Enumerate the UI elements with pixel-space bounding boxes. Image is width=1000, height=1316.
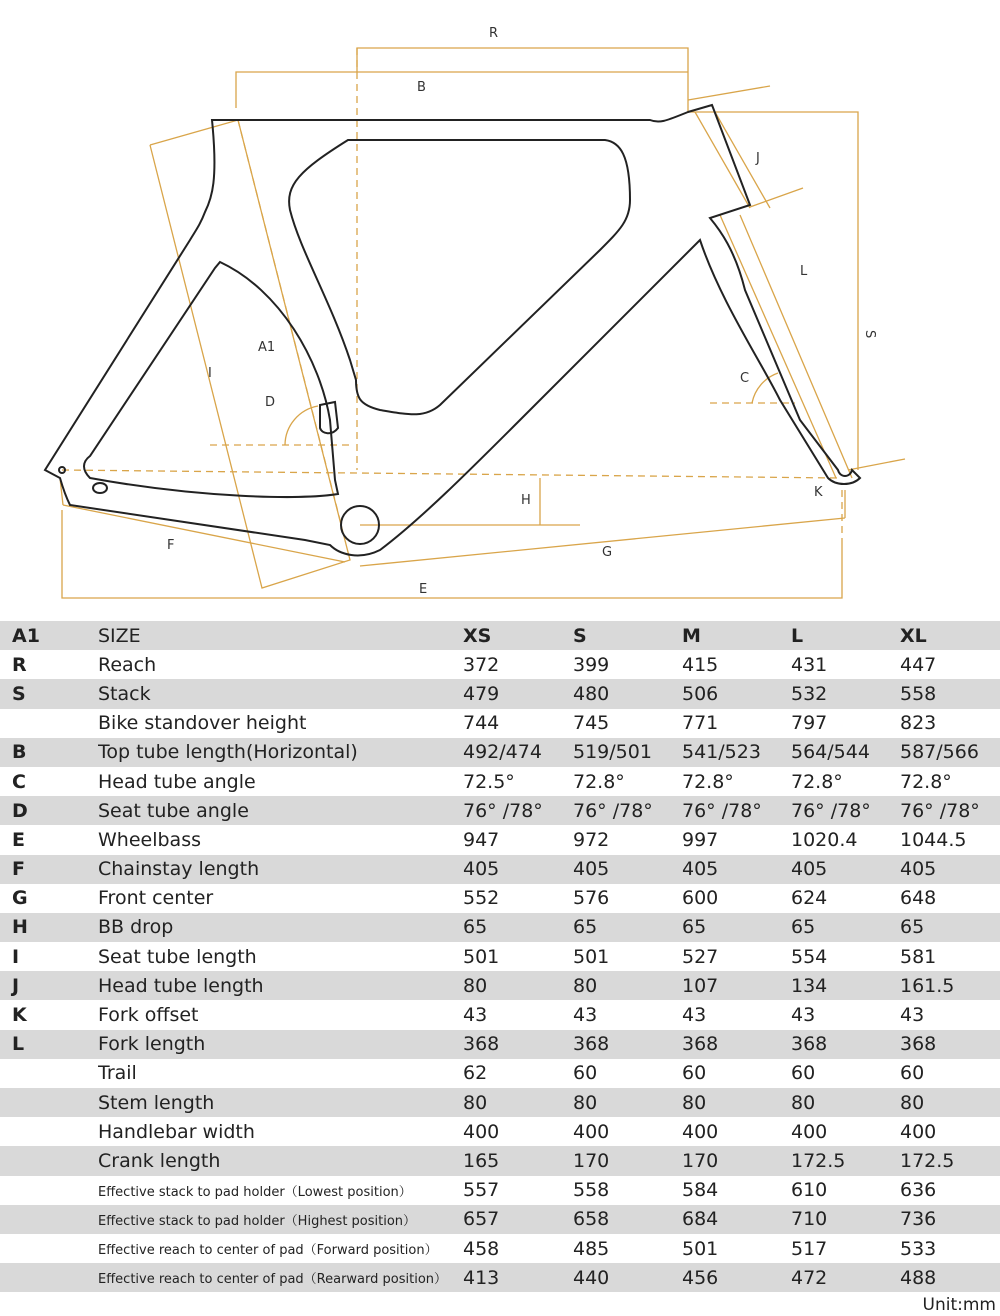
row-value: 554: [791, 945, 828, 968]
row-value: 501: [573, 945, 610, 968]
row-value: 405: [573, 855, 682, 884]
row-value: 60: [900, 1062, 925, 1085]
row-value: 165: [463, 1146, 573, 1175]
row-code: F: [0, 855, 98, 884]
row-value: 161.5: [900, 971, 1000, 1000]
row-name: Fork length: [98, 1030, 463, 1059]
row-name: Stack: [98, 679, 463, 708]
row-value: 480: [573, 679, 682, 708]
row-value: 576: [573, 887, 610, 910]
row-value: 76° /78°: [791, 796, 900, 825]
row-name: Chainstay length: [98, 855, 463, 884]
row-value: 581: [900, 945, 937, 968]
row-value: 60: [573, 1062, 598, 1085]
label-L: L: [800, 264, 808, 279]
row-name: Effective reach to center of pad（Forward position）: [98, 1243, 438, 1259]
label-H: H: [521, 493, 531, 508]
row-value: 400: [682, 1120, 719, 1143]
row-value: 65: [682, 913, 791, 942]
row-value: 72.8°: [900, 770, 952, 793]
row-code: [0, 1059, 98, 1088]
row-value: 43: [682, 1004, 707, 1027]
row-value: 1044.5: [900, 828, 967, 851]
row-code: L: [0, 1030, 98, 1059]
header-size: L: [791, 621, 900, 650]
header-size: XS: [463, 621, 573, 650]
row-name: Head tube length: [98, 971, 463, 1000]
row-value: 76° /78°: [573, 796, 682, 825]
table-row: [0, 855, 1000, 884]
row-value: 170: [573, 1146, 682, 1175]
label-J: J: [756, 151, 760, 166]
row-code: [0, 1205, 98, 1234]
row-value: 710: [791, 1205, 900, 1234]
table-row: [0, 1263, 1000, 1292]
row-name: Stem length: [98, 1088, 463, 1117]
table-row: [0, 971, 1000, 1000]
table-row: [0, 913, 1000, 942]
row-code: I: [12, 945, 20, 968]
row-value: 527: [682, 945, 719, 968]
row-value: 485: [573, 1237, 610, 1260]
row-value: 65: [900, 913, 1000, 942]
label-E: E: [419, 582, 428, 597]
row-value: 134: [791, 971, 900, 1000]
row-value: 400: [900, 1120, 937, 1143]
label-F: F: [167, 538, 175, 553]
row-value: 736: [900, 1205, 1000, 1234]
row-value: 657: [463, 1205, 573, 1234]
label-S: S: [862, 330, 877, 339]
header-size-label: SIZE: [98, 621, 463, 650]
row-name: Front center: [98, 887, 214, 910]
row-value: 72.8°: [791, 770, 843, 793]
row-value: 501: [682, 1237, 719, 1260]
table-row: [0, 1146, 1000, 1175]
row-value: 600: [682, 887, 719, 910]
row-value: 400: [791, 1120, 828, 1143]
table-header-row: [0, 621, 1000, 650]
label-C: C: [740, 371, 750, 386]
row-value: 368: [573, 1030, 682, 1059]
unit-label: Unit:mm: [922, 1295, 996, 1315]
row-value: 80: [463, 971, 573, 1000]
table-row: [0, 796, 1000, 825]
row-value: 72.8°: [573, 770, 625, 793]
row-value: 745: [573, 712, 610, 735]
row-name: Wheelbass: [98, 828, 201, 851]
row-value: 506: [682, 679, 791, 708]
row-value: 65: [791, 913, 900, 942]
table-row: [0, 1030, 1000, 1059]
row-value: 458: [463, 1237, 500, 1260]
row-value: 170: [682, 1146, 791, 1175]
row-name: Top tube length(Horizontal): [98, 738, 463, 767]
table-row: [0, 1205, 1000, 1234]
row-value: 532: [791, 679, 900, 708]
row-name: Effective stack to pad holder（Highest position）: [98, 1205, 463, 1234]
label-A1: A1: [258, 340, 276, 355]
row-value: 610: [791, 1179, 828, 1202]
row-value: 648: [900, 887, 937, 910]
table-row: [0, 1088, 1000, 1117]
row-value: 62: [463, 1062, 488, 1085]
row-name: Effective stack to pad holder（Lowest position）: [98, 1184, 412, 1200]
row-value: 405: [463, 855, 573, 884]
row-value: 415: [682, 653, 719, 676]
row-code: K: [12, 1004, 27, 1027]
row-value: 172.5: [900, 1146, 1000, 1175]
row-name: Seat tube length: [98, 945, 257, 968]
row-value: 552: [463, 887, 500, 910]
row-value: 624: [791, 887, 828, 910]
row-value: 636: [900, 1179, 937, 1202]
row-code: E: [12, 828, 25, 851]
table-row: [0, 1176, 1000, 1205]
row-value: 60: [791, 1062, 816, 1085]
row-value: 399: [573, 653, 610, 676]
row-value: 43: [900, 1004, 925, 1027]
row-value: 368: [900, 1030, 1000, 1059]
row-value: 172.5: [791, 1146, 900, 1175]
row-value: 107: [682, 971, 791, 1000]
row-name: BB drop: [98, 913, 463, 942]
row-value: 501: [463, 945, 500, 968]
row-value: 797: [791, 712, 828, 735]
table-row: [0, 1234, 1000, 1263]
row-value: 76° /78°: [682, 796, 791, 825]
table-row: [0, 942, 1000, 971]
row-value: 405: [682, 855, 791, 884]
table-row: [0, 650, 1000, 679]
row-value: 65: [573, 913, 682, 942]
row-name: Reach: [98, 653, 157, 676]
frame-outline: [45, 105, 860, 555]
table-row: [0, 1000, 1000, 1029]
row-value: 823: [900, 712, 937, 735]
row-value: 76° /78°: [463, 796, 573, 825]
row-code: C: [12, 770, 26, 793]
row-value: 564/544: [791, 738, 900, 767]
row-name: Handlebar width: [98, 1120, 255, 1143]
row-value: 472: [791, 1263, 900, 1292]
row-value: 533: [900, 1237, 937, 1260]
row-value: 997: [682, 828, 719, 851]
label-G: G: [602, 545, 613, 560]
row-value: 519/501: [573, 738, 682, 767]
row-value: 72.5°: [463, 770, 515, 793]
row-value: 587/566: [900, 738, 1000, 767]
row-value: 744: [463, 712, 500, 735]
row-value: 440: [573, 1263, 682, 1292]
row-code: [0, 1146, 98, 1175]
row-value: 558: [900, 679, 1000, 708]
row-value: 584: [682, 1179, 719, 1202]
row-value: 65: [463, 913, 573, 942]
label-D: D: [265, 395, 276, 410]
row-code: [0, 709, 98, 738]
label-R: R: [489, 26, 499, 41]
geometry-table-body: [0, 621, 1000, 1292]
row-value: 43: [573, 1004, 598, 1027]
row-name: Bike standover height: [98, 712, 307, 735]
row-value: 405: [791, 855, 900, 884]
header-code: A1: [0, 621, 98, 650]
row-value: 972: [573, 828, 610, 851]
table-row: [0, 738, 1000, 767]
row-value: 431: [791, 653, 828, 676]
row-value: 684: [682, 1205, 791, 1234]
row-value: 43: [791, 1004, 816, 1027]
row-value: 80: [791, 1088, 900, 1117]
label-B: B: [417, 80, 426, 95]
header-size: S: [573, 621, 682, 650]
row-value: 60: [682, 1062, 707, 1085]
row-value: 456: [682, 1263, 791, 1292]
row-value: 558: [573, 1179, 610, 1202]
row-code: J: [0, 971, 98, 1000]
row-value: 413: [463, 1263, 573, 1292]
row-value: 1020.4: [791, 828, 858, 851]
row-code: [0, 1234, 98, 1263]
row-value: 368: [682, 1030, 791, 1059]
row-value: 405: [900, 855, 1000, 884]
row-value: 771: [682, 712, 719, 735]
row-value: 517: [791, 1237, 828, 1260]
row-value: 80: [682, 1088, 791, 1117]
table-row: [0, 1117, 1000, 1146]
table-row: [0, 709, 1000, 738]
row-value: 76° /78°: [900, 796, 1000, 825]
label-I: I: [208, 366, 212, 381]
row-value: 658: [573, 1205, 682, 1234]
row-code: H: [0, 913, 98, 942]
row-name: Seat tube angle: [98, 796, 463, 825]
row-code: R: [12, 653, 27, 676]
frame-geometry-diagram: [0, 0, 1000, 615]
row-name: Crank length: [98, 1146, 463, 1175]
table-row: [0, 884, 1000, 913]
row-value: 43: [463, 1004, 488, 1027]
row-name: Trail: [98, 1062, 137, 1085]
row-code: [0, 1117, 98, 1146]
table-row: [0, 767, 1000, 796]
row-value: 400: [573, 1120, 610, 1143]
row-name: Fork offset: [98, 1004, 199, 1027]
row-value: 541/523: [682, 738, 791, 767]
row-name: Head tube angle: [98, 770, 256, 793]
row-value: 80: [463, 1088, 573, 1117]
row-code: G: [12, 887, 28, 910]
row-value: 368: [463, 1030, 573, 1059]
row-code: [0, 1176, 98, 1205]
row-value: 80: [573, 1088, 682, 1117]
geometry-table: [0, 621, 1000, 1292]
row-code: S: [0, 679, 98, 708]
row-value: 557: [463, 1179, 500, 1202]
row-code: [0, 1088, 98, 1117]
row-value: 400: [463, 1120, 500, 1143]
table-row: [0, 825, 1000, 854]
row-value: 488: [900, 1263, 1000, 1292]
row-value: 72.8°: [682, 770, 734, 793]
row-value: 492/474: [463, 738, 573, 767]
row-code: [0, 1263, 98, 1292]
header-size: XL: [900, 621, 1000, 650]
label-K: K: [814, 485, 823, 500]
row-code: B: [0, 738, 98, 767]
row-value: 447: [900, 653, 937, 676]
row-name: Effective reach to center of pad（Rearward position）: [98, 1263, 463, 1292]
dimension-guides: [60, 48, 905, 598]
table-row: [0, 1059, 1000, 1088]
row-code: D: [0, 796, 98, 825]
table-row: [0, 679, 1000, 708]
header-size: M: [682, 621, 791, 650]
row-value: 80: [573, 971, 682, 1000]
row-value: 479: [463, 679, 573, 708]
row-value: 80: [900, 1088, 1000, 1117]
row-value: 947: [463, 828, 500, 851]
row-value: 368: [791, 1030, 900, 1059]
row-value: 372: [463, 653, 500, 676]
